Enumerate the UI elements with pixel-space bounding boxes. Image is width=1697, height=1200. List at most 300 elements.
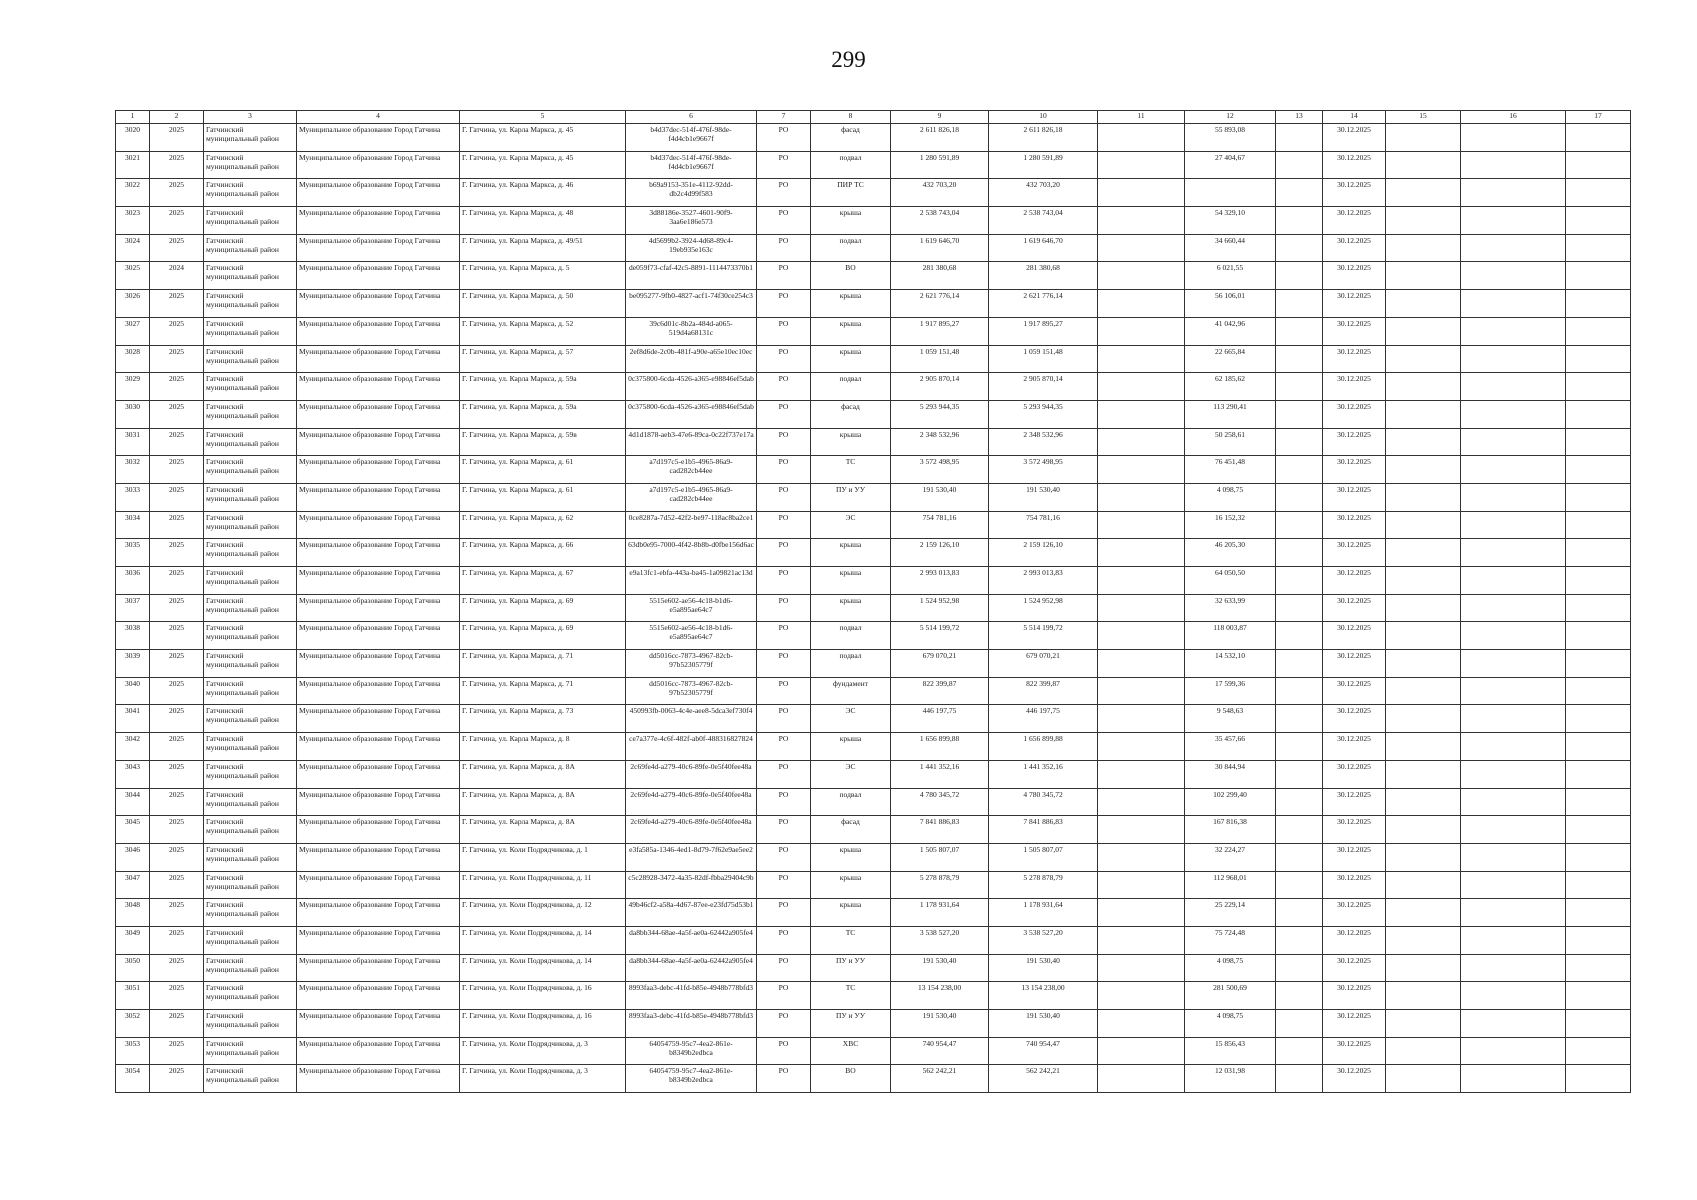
- cell-total-cost: 4 780 345,72: [891, 788, 989, 816]
- cell-cost-fund: 281 380,68: [989, 262, 1098, 290]
- cell-row-number: 3032: [116, 456, 150, 484]
- cell-cost-fund: 13 154 238,00: [989, 982, 1098, 1010]
- cell-program-type: РО: [757, 400, 811, 428]
- cell-col-16: [1461, 677, 1566, 705]
- cell-col-13: [1276, 843, 1323, 871]
- cell-col-11: [1098, 373, 1185, 401]
- cell-col-13: [1276, 345, 1323, 373]
- cell-program-type: РО: [757, 650, 811, 678]
- cell-cost-col-12: 27 404,67: [1185, 151, 1276, 179]
- cell-district: Гатчинский муниципальный район: [204, 594, 297, 622]
- cell-address: Г. Гатчина, ул. Карла Маркса, д. 49/51: [460, 234, 626, 262]
- cell-col-16: [1461, 982, 1566, 1010]
- cell-col-16: [1461, 622, 1566, 650]
- cell-program-type: РО: [757, 982, 811, 1010]
- cell-work-type: ПУ и УУ: [811, 1010, 891, 1038]
- cell-col-11: [1098, 1010, 1185, 1038]
- cell-year: 2025: [150, 816, 204, 844]
- cell-house-guid: b4d37dec-514f-476f-98de-f4d4cb1e9667f: [626, 124, 757, 152]
- cell-col-17: [1566, 788, 1631, 816]
- cell-cost-col-12: 22 665,84: [1185, 345, 1276, 373]
- cell-cost-col-12: 4 098,75: [1185, 483, 1276, 511]
- cell-district: Гатчинский муниципальный район: [204, 567, 297, 595]
- cell-row-number: 3028: [116, 345, 150, 373]
- cell-completion-date: 30.12.2025: [1323, 345, 1386, 373]
- cell-col-13: [1276, 1065, 1323, 1093]
- cell-completion-date: 30.12.2025: [1323, 733, 1386, 761]
- cell-cost-fund: 1 656 899,88: [989, 733, 1098, 761]
- cell-year: 2025: [150, 594, 204, 622]
- cell-address: Г. Гатчина, ул. Карла Маркса, д. 52: [460, 317, 626, 345]
- cell-address: Г. Гатчина, ул. Коли Подрядчикова, д. 1: [460, 843, 626, 871]
- cell-col-11: [1098, 843, 1185, 871]
- table-row: [116, 207, 1631, 235]
- cell-address: Г. Гатчина, ул. Карла Маркса, д. 71: [460, 650, 626, 678]
- table-row: [116, 982, 1631, 1010]
- cell-col-15: [1386, 234, 1461, 262]
- cell-row-number: 3022: [116, 179, 150, 207]
- cell-col-11: [1098, 677, 1185, 705]
- cell-col-17: [1566, 428, 1631, 456]
- cell-municipality: Муниципальное образование Город Гатчина: [297, 456, 460, 484]
- cell-col-13: [1276, 317, 1323, 345]
- cell-district: Гатчинский муниципальный район: [204, 982, 297, 1010]
- cell-col-15: [1386, 483, 1461, 511]
- cell-col-15: [1386, 622, 1461, 650]
- cell-program-type: РО: [757, 483, 811, 511]
- cell-cost-col-12: 64 050,50: [1185, 567, 1276, 595]
- cell-col-16: [1461, 317, 1566, 345]
- cell-work-type: ЭС: [811, 760, 891, 788]
- cell-address: Г. Гатчина, ул. Карла Маркса, д. 59в: [460, 428, 626, 456]
- cell-col-16: [1461, 1037, 1566, 1065]
- cell-district: Гатчинский муниципальный район: [204, 428, 297, 456]
- table-row: [116, 650, 1631, 678]
- cell-program-type: РО: [757, 1010, 811, 1038]
- cell-cost-col-12: 62 185,62: [1185, 373, 1276, 401]
- cell-row-number: 3048: [116, 899, 150, 927]
- table-row: [116, 124, 1631, 152]
- cell-col-15: [1386, 705, 1461, 733]
- cell-municipality: Муниципальное образование Город Гатчина: [297, 594, 460, 622]
- cell-house-guid: 2c69fe4d-a279-40c6-89fe-0e5f40fee48a: [626, 816, 757, 844]
- cell-cost-fund: 679 070,21: [989, 650, 1098, 678]
- cell-year: 2025: [150, 677, 204, 705]
- cell-row-number: 3040: [116, 677, 150, 705]
- cell-col-15: [1386, 760, 1461, 788]
- cell-program-type: РО: [757, 816, 811, 844]
- cell-municipality: Муниципальное образование Город Гатчина: [297, 1037, 460, 1065]
- cell-year: 2024: [150, 262, 204, 290]
- cell-completion-date: 30.12.2025: [1323, 760, 1386, 788]
- cell-col-16: [1461, 843, 1566, 871]
- cell-row-number: 3037: [116, 594, 150, 622]
- cell-work-type: ВО: [811, 262, 891, 290]
- cell-cost-fund: 5 293 944,35: [989, 400, 1098, 428]
- cell-district: Гатчинский муниципальный район: [204, 400, 297, 428]
- cell-address: Г. Гатчина, ул. Карла Маркса, д. 45: [460, 151, 626, 179]
- cell-address: Г. Гатчина, ул. Карла Маркса, д. 57: [460, 345, 626, 373]
- cell-col-11: [1098, 816, 1185, 844]
- cell-address: Г. Гатчина, ул. Карла Маркса, д. 69: [460, 622, 626, 650]
- table-row: [116, 622, 1631, 650]
- cell-col-15: [1386, 954, 1461, 982]
- cell-col-13: [1276, 151, 1323, 179]
- cell-total-cost: 1 656 899,88: [891, 733, 989, 761]
- cell-program-type: РО: [757, 124, 811, 152]
- cell-col-16: [1461, 871, 1566, 899]
- column-header-11: 11: [1098, 111, 1185, 124]
- cell-municipality: Муниципальное образование Город Гатчина: [297, 705, 460, 733]
- cell-district: Гатчинский муниципальный район: [204, 317, 297, 345]
- cell-cost-col-12: 102 299,40: [1185, 788, 1276, 816]
- cell-col-11: [1098, 456, 1185, 484]
- cell-year: 2025: [150, 539, 204, 567]
- cell-cost-col-12: 113 290,41: [1185, 400, 1276, 428]
- cell-col-16: [1461, 567, 1566, 595]
- cell-municipality: Муниципальное образование Город Гатчина: [297, 622, 460, 650]
- cell-col-17: [1566, 373, 1631, 401]
- cell-district: Гатчинский муниципальный район: [204, 456, 297, 484]
- cell-col-16: [1461, 207, 1566, 235]
- cell-year: 2025: [150, 511, 204, 539]
- cell-completion-date: 30.12.2025: [1323, 594, 1386, 622]
- cell-total-cost: 191 530,40: [891, 954, 989, 982]
- cell-cost-fund: 1 059 151,48: [989, 345, 1098, 373]
- cell-cost-fund: 2 621 776,14: [989, 290, 1098, 318]
- cell-district: Гатчинский муниципальный район: [204, 843, 297, 871]
- cell-completion-date: 30.12.2025: [1323, 262, 1386, 290]
- cell-col-13: [1276, 733, 1323, 761]
- cell-program-type: РО: [757, 456, 811, 484]
- cell-address: Г. Гатчина, ул. Карла Маркса, д. 8: [460, 733, 626, 761]
- cell-completion-date: 30.12.2025: [1323, 1037, 1386, 1065]
- column-header-15: 15: [1386, 111, 1461, 124]
- column-header-16: 16: [1461, 111, 1566, 124]
- cell-house-guid: dd5016cc-7873-4967-82cb-97b52305779f: [626, 677, 757, 705]
- column-header-13: 13: [1276, 111, 1323, 124]
- cell-address: Г. Гатчина, ул. Карла Маркса, д. 8А: [460, 788, 626, 816]
- table-row: [116, 262, 1631, 290]
- cell-municipality: Муниципальное образование Город Гатчина: [297, 317, 460, 345]
- cell-house-guid: 8993faa3-debc-41fd-b85e-4948b778bfd3: [626, 982, 757, 1010]
- cell-col-16: [1461, 179, 1566, 207]
- cell-col-11: [1098, 954, 1185, 982]
- cell-work-type: подвал: [811, 622, 891, 650]
- cell-col-16: [1461, 483, 1566, 511]
- cell-house-guid: 0c375800-6cda-4526-a365-e98846ef5dab: [626, 400, 757, 428]
- cell-col-13: [1276, 428, 1323, 456]
- cell-col-15: [1386, 511, 1461, 539]
- column-header-8: 8: [811, 111, 891, 124]
- cell-district: Гатчинский муниципальный район: [204, 207, 297, 235]
- cell-completion-date: 30.12.2025: [1323, 1010, 1386, 1038]
- cell-col-13: [1276, 456, 1323, 484]
- cell-col-16: [1461, 373, 1566, 401]
- cell-row-number: 3024: [116, 234, 150, 262]
- cell-col-11: [1098, 1065, 1185, 1093]
- cell-address: Г. Гатчина, ул. Коли Подрядчикова, д. 14: [460, 954, 626, 982]
- cell-work-type: ТС: [811, 926, 891, 954]
- table-row: [116, 234, 1631, 262]
- cell-district: Гатчинский муниципальный район: [204, 705, 297, 733]
- cell-year: 2025: [150, 151, 204, 179]
- cell-address: Г. Гатчина, ул. Карла Маркса, д. 61: [460, 483, 626, 511]
- cell-cost-fund: 191 530,40: [989, 1010, 1098, 1038]
- cell-year: 2025: [150, 124, 204, 152]
- cell-house-guid: da8bb344-68ae-4a5f-ae0a-62442a905fe4: [626, 926, 757, 954]
- cell-house-guid: b4d37dec-514f-476f-98de-f4d4cb1e9667f: [626, 151, 757, 179]
- cell-house-guid: e9a13fc1-ebfa-443a-ba45-1a09821ac13d: [626, 567, 757, 595]
- cell-col-17: [1566, 539, 1631, 567]
- cell-program-type: РО: [757, 622, 811, 650]
- cell-address: Г. Гатчина, ул. Коли Подрядчикова, д. 3: [460, 1065, 626, 1093]
- cell-cost-fund: 1 441 352,16: [989, 760, 1098, 788]
- cell-cost-col-12: [1185, 179, 1276, 207]
- cell-row-number: 3049: [116, 926, 150, 954]
- cell-row-number: 3034: [116, 511, 150, 539]
- cell-completion-date: 30.12.2025: [1323, 539, 1386, 567]
- cell-col-11: [1098, 788, 1185, 816]
- cell-total-cost: 2 611 826,18: [891, 124, 989, 152]
- cell-program-type: РО: [757, 151, 811, 179]
- cell-work-type: крыша: [811, 871, 891, 899]
- cell-program-type: РО: [757, 926, 811, 954]
- cell-col-17: [1566, 733, 1631, 761]
- cell-completion-date: 30.12.2025: [1323, 179, 1386, 207]
- cell-district: Гатчинский муниципальный район: [204, 345, 297, 373]
- cell-col-13: [1276, 124, 1323, 152]
- cell-year: 2025: [150, 1065, 204, 1093]
- cell-col-17: [1566, 151, 1631, 179]
- table-row: [116, 677, 1631, 705]
- cell-program-type: РО: [757, 428, 811, 456]
- cell-district: Гатчинский муниципальный район: [204, 124, 297, 152]
- cell-completion-date: 30.12.2025: [1323, 816, 1386, 844]
- cell-col-15: [1386, 428, 1461, 456]
- cell-row-number: 3027: [116, 317, 150, 345]
- cell-col-13: [1276, 622, 1323, 650]
- cell-program-type: РО: [757, 733, 811, 761]
- cell-house-guid: 64054759-95c7-4ea2-861e-b8349b2edbca: [626, 1065, 757, 1093]
- cell-completion-date: 30.12.2025: [1323, 207, 1386, 235]
- cell-row-number: 3035: [116, 539, 150, 567]
- cell-cost-fund: 5 514 199,72: [989, 622, 1098, 650]
- table-row: [116, 788, 1631, 816]
- cell-year: 2025: [150, 1037, 204, 1065]
- cell-cost-fund: 2 611 826,18: [989, 124, 1098, 152]
- table-row: [116, 151, 1631, 179]
- cell-work-type: крыша: [811, 594, 891, 622]
- cell-col-17: [1566, 317, 1631, 345]
- cell-year: 2025: [150, 926, 204, 954]
- cell-col-15: [1386, 982, 1461, 1010]
- column-header-10: 10: [989, 111, 1098, 124]
- cell-col-16: [1461, 788, 1566, 816]
- cell-district: Гатчинский муниципальный район: [204, 1037, 297, 1065]
- cell-year: 2025: [150, 428, 204, 456]
- cell-total-cost: 281 380,68: [891, 262, 989, 290]
- cell-col-16: [1461, 954, 1566, 982]
- cell-col-15: [1386, 456, 1461, 484]
- cell-col-13: [1276, 511, 1323, 539]
- cell-house-guid: 2c69fe4d-a279-40c6-89fe-0e5f40fee48a: [626, 788, 757, 816]
- cell-year: 2025: [150, 982, 204, 1010]
- cell-address: Г. Гатчина, ул. Карла Маркса, д. 46: [460, 179, 626, 207]
- cell-col-17: [1566, 622, 1631, 650]
- cell-col-17: [1566, 511, 1631, 539]
- cell-completion-date: 30.12.2025: [1323, 622, 1386, 650]
- cell-municipality: Муниципальное образование Город Гатчина: [297, 483, 460, 511]
- cell-program-type: РО: [757, 290, 811, 318]
- cell-col-11: [1098, 207, 1185, 235]
- cell-district: Гатчинский муниципальный район: [204, 262, 297, 290]
- cell-col-17: [1566, 345, 1631, 373]
- cell-col-15: [1386, 1065, 1461, 1093]
- cell-col-16: [1461, 733, 1566, 761]
- cell-col-17: [1566, 567, 1631, 595]
- cell-completion-date: 30.12.2025: [1323, 899, 1386, 927]
- cell-house-guid: da8bb344-68ae-4a5f-ae0a-62442a905fe4: [626, 954, 757, 982]
- cell-total-cost: 2 621 776,14: [891, 290, 989, 318]
- cell-total-cost: 1 059 151,48: [891, 345, 989, 373]
- cell-col-17: [1566, 594, 1631, 622]
- cell-completion-date: 30.12.2025: [1323, 511, 1386, 539]
- cell-total-cost: 1 441 352,16: [891, 760, 989, 788]
- cell-work-type: крыша: [811, 567, 891, 595]
- cell-cost-fund: 5 278 878,79: [989, 871, 1098, 899]
- cell-address: Г. Гатчина, ул. Карла Маркса, д. 67: [460, 567, 626, 595]
- cell-municipality: Муниципальное образование Город Гатчина: [297, 345, 460, 373]
- cell-col-16: [1461, 511, 1566, 539]
- cell-total-cost: 5 293 944,35: [891, 400, 989, 428]
- cell-address: Г. Гатчина, ул. Карла Маркса, д. 62: [460, 511, 626, 539]
- cell-col-17: [1566, 1065, 1631, 1093]
- cell-col-11: [1098, 899, 1185, 927]
- cell-year: 2025: [150, 622, 204, 650]
- cell-cost-fund: 1 619 646,70: [989, 234, 1098, 262]
- cell-total-cost: 1 505 807,07: [891, 843, 989, 871]
- cell-col-16: [1461, 650, 1566, 678]
- cell-row-number: 3051: [116, 982, 150, 1010]
- cell-col-11: [1098, 262, 1185, 290]
- cell-col-17: [1566, 816, 1631, 844]
- cell-cost-fund: 2 159 126,10: [989, 539, 1098, 567]
- cell-col-13: [1276, 788, 1323, 816]
- cell-district: Гатчинский муниципальный район: [204, 733, 297, 761]
- cell-work-type: ТС: [811, 456, 891, 484]
- cell-municipality: Муниципальное образование Город Гатчина: [297, 677, 460, 705]
- cell-program-type: РО: [757, 539, 811, 567]
- cell-address: Г. Гатчина, ул. Коли Подрядчикова, д. 3: [460, 1037, 626, 1065]
- cell-house-guid: 0c375800-6cda-4526-a365-e98846ef5dab: [626, 373, 757, 401]
- cell-municipality: Муниципальное образование Город Гатчина: [297, 871, 460, 899]
- cell-district: Гатчинский муниципальный район: [204, 179, 297, 207]
- cell-cost-col-12: 76 451,48: [1185, 456, 1276, 484]
- cell-col-16: [1461, 400, 1566, 428]
- cell-house-guid: de059f73-cfaf-42c5-8891-1114473370b1: [626, 262, 757, 290]
- cell-col-17: [1566, 954, 1631, 982]
- cell-year: 2025: [150, 899, 204, 927]
- cell-col-15: [1386, 207, 1461, 235]
- cell-district: Гатчинский муниципальный район: [204, 926, 297, 954]
- column-header-4: 4: [297, 111, 460, 124]
- table-row: [116, 705, 1631, 733]
- table-row: [116, 954, 1631, 982]
- cell-col-13: [1276, 926, 1323, 954]
- cell-house-guid: 4d1d1878-aeb3-47e6-89ca-0c22f737e17a: [626, 428, 757, 456]
- table-row: [116, 567, 1631, 595]
- column-header-3: 3: [204, 111, 297, 124]
- table-row: [116, 345, 1631, 373]
- cell-work-type: ПИР ТС: [811, 179, 891, 207]
- cell-col-11: [1098, 926, 1185, 954]
- table-row: [116, 816, 1631, 844]
- cell-total-cost: 1 917 895,27: [891, 317, 989, 345]
- cell-total-cost: 3 538 527,20: [891, 926, 989, 954]
- cell-work-type: крыша: [811, 290, 891, 318]
- cell-cost-col-12: 4 098,75: [1185, 1010, 1276, 1038]
- cell-district: Гатчинский муниципальный район: [204, 899, 297, 927]
- cell-col-13: [1276, 373, 1323, 401]
- cell-program-type: РО: [757, 1065, 811, 1093]
- cell-col-15: [1386, 539, 1461, 567]
- table-row: [116, 1037, 1631, 1065]
- cell-cost-col-12: 118 003,87: [1185, 622, 1276, 650]
- cell-address: Г. Гатчина, ул. Коли Подрядчикова, д. 14: [460, 926, 626, 954]
- cell-work-type: ВО: [811, 1065, 891, 1093]
- cell-row-number: 3030: [116, 400, 150, 428]
- cell-program-type: РО: [757, 677, 811, 705]
- cell-cost-fund: 822 399,87: [989, 677, 1098, 705]
- cell-cost-fund: 191 530,40: [989, 483, 1098, 511]
- cell-row-number: 3053: [116, 1037, 150, 1065]
- cell-cost-col-12: 30 844,94: [1185, 760, 1276, 788]
- cell-program-type: РО: [757, 788, 811, 816]
- cell-house-guid: b69a9153-351e-4112-92dd-db2c4d99f583: [626, 179, 757, 207]
- cell-municipality: Муниципальное образование Город Гатчина: [297, 290, 460, 318]
- cell-district: Гатчинский муниципальный район: [204, 151, 297, 179]
- cell-row-number: 3043: [116, 760, 150, 788]
- cell-completion-date: 30.12.2025: [1323, 483, 1386, 511]
- cell-municipality: Муниципальное образование Город Гатчина: [297, 511, 460, 539]
- cell-col-17: [1566, 843, 1631, 871]
- cell-cost-col-12: 75 724,48: [1185, 926, 1276, 954]
- cell-address: Г. Гатчина, ул. Карла Маркса, д. 59а: [460, 400, 626, 428]
- cell-cost-col-12: 16 152,32: [1185, 511, 1276, 539]
- cell-col-11: [1098, 1037, 1185, 1065]
- cell-row-number: 3029: [116, 373, 150, 401]
- cell-total-cost: 5 514 199,72: [891, 622, 989, 650]
- cell-col-15: [1386, 926, 1461, 954]
- cell-cost-fund: 191 530,40: [989, 954, 1098, 982]
- cell-cost-col-12: 6 021,55: [1185, 262, 1276, 290]
- cell-col-11: [1098, 650, 1185, 678]
- column-header-5: 5: [460, 111, 626, 124]
- register-table: [115, 110, 1631, 1093]
- cell-cost-col-12: 55 893,08: [1185, 124, 1276, 152]
- cell-year: 2025: [150, 290, 204, 318]
- cell-col-11: [1098, 594, 1185, 622]
- cell-col-15: [1386, 816, 1461, 844]
- cell-program-type: РО: [757, 594, 811, 622]
- cell-year: 2025: [150, 483, 204, 511]
- cell-col-17: [1566, 262, 1631, 290]
- cell-completion-date: 30.12.2025: [1323, 982, 1386, 1010]
- cell-col-17: [1566, 677, 1631, 705]
- cell-address: Г. Гатчина, ул. Карла Маркса, д. 61: [460, 456, 626, 484]
- cell-row-number: 3045: [116, 816, 150, 844]
